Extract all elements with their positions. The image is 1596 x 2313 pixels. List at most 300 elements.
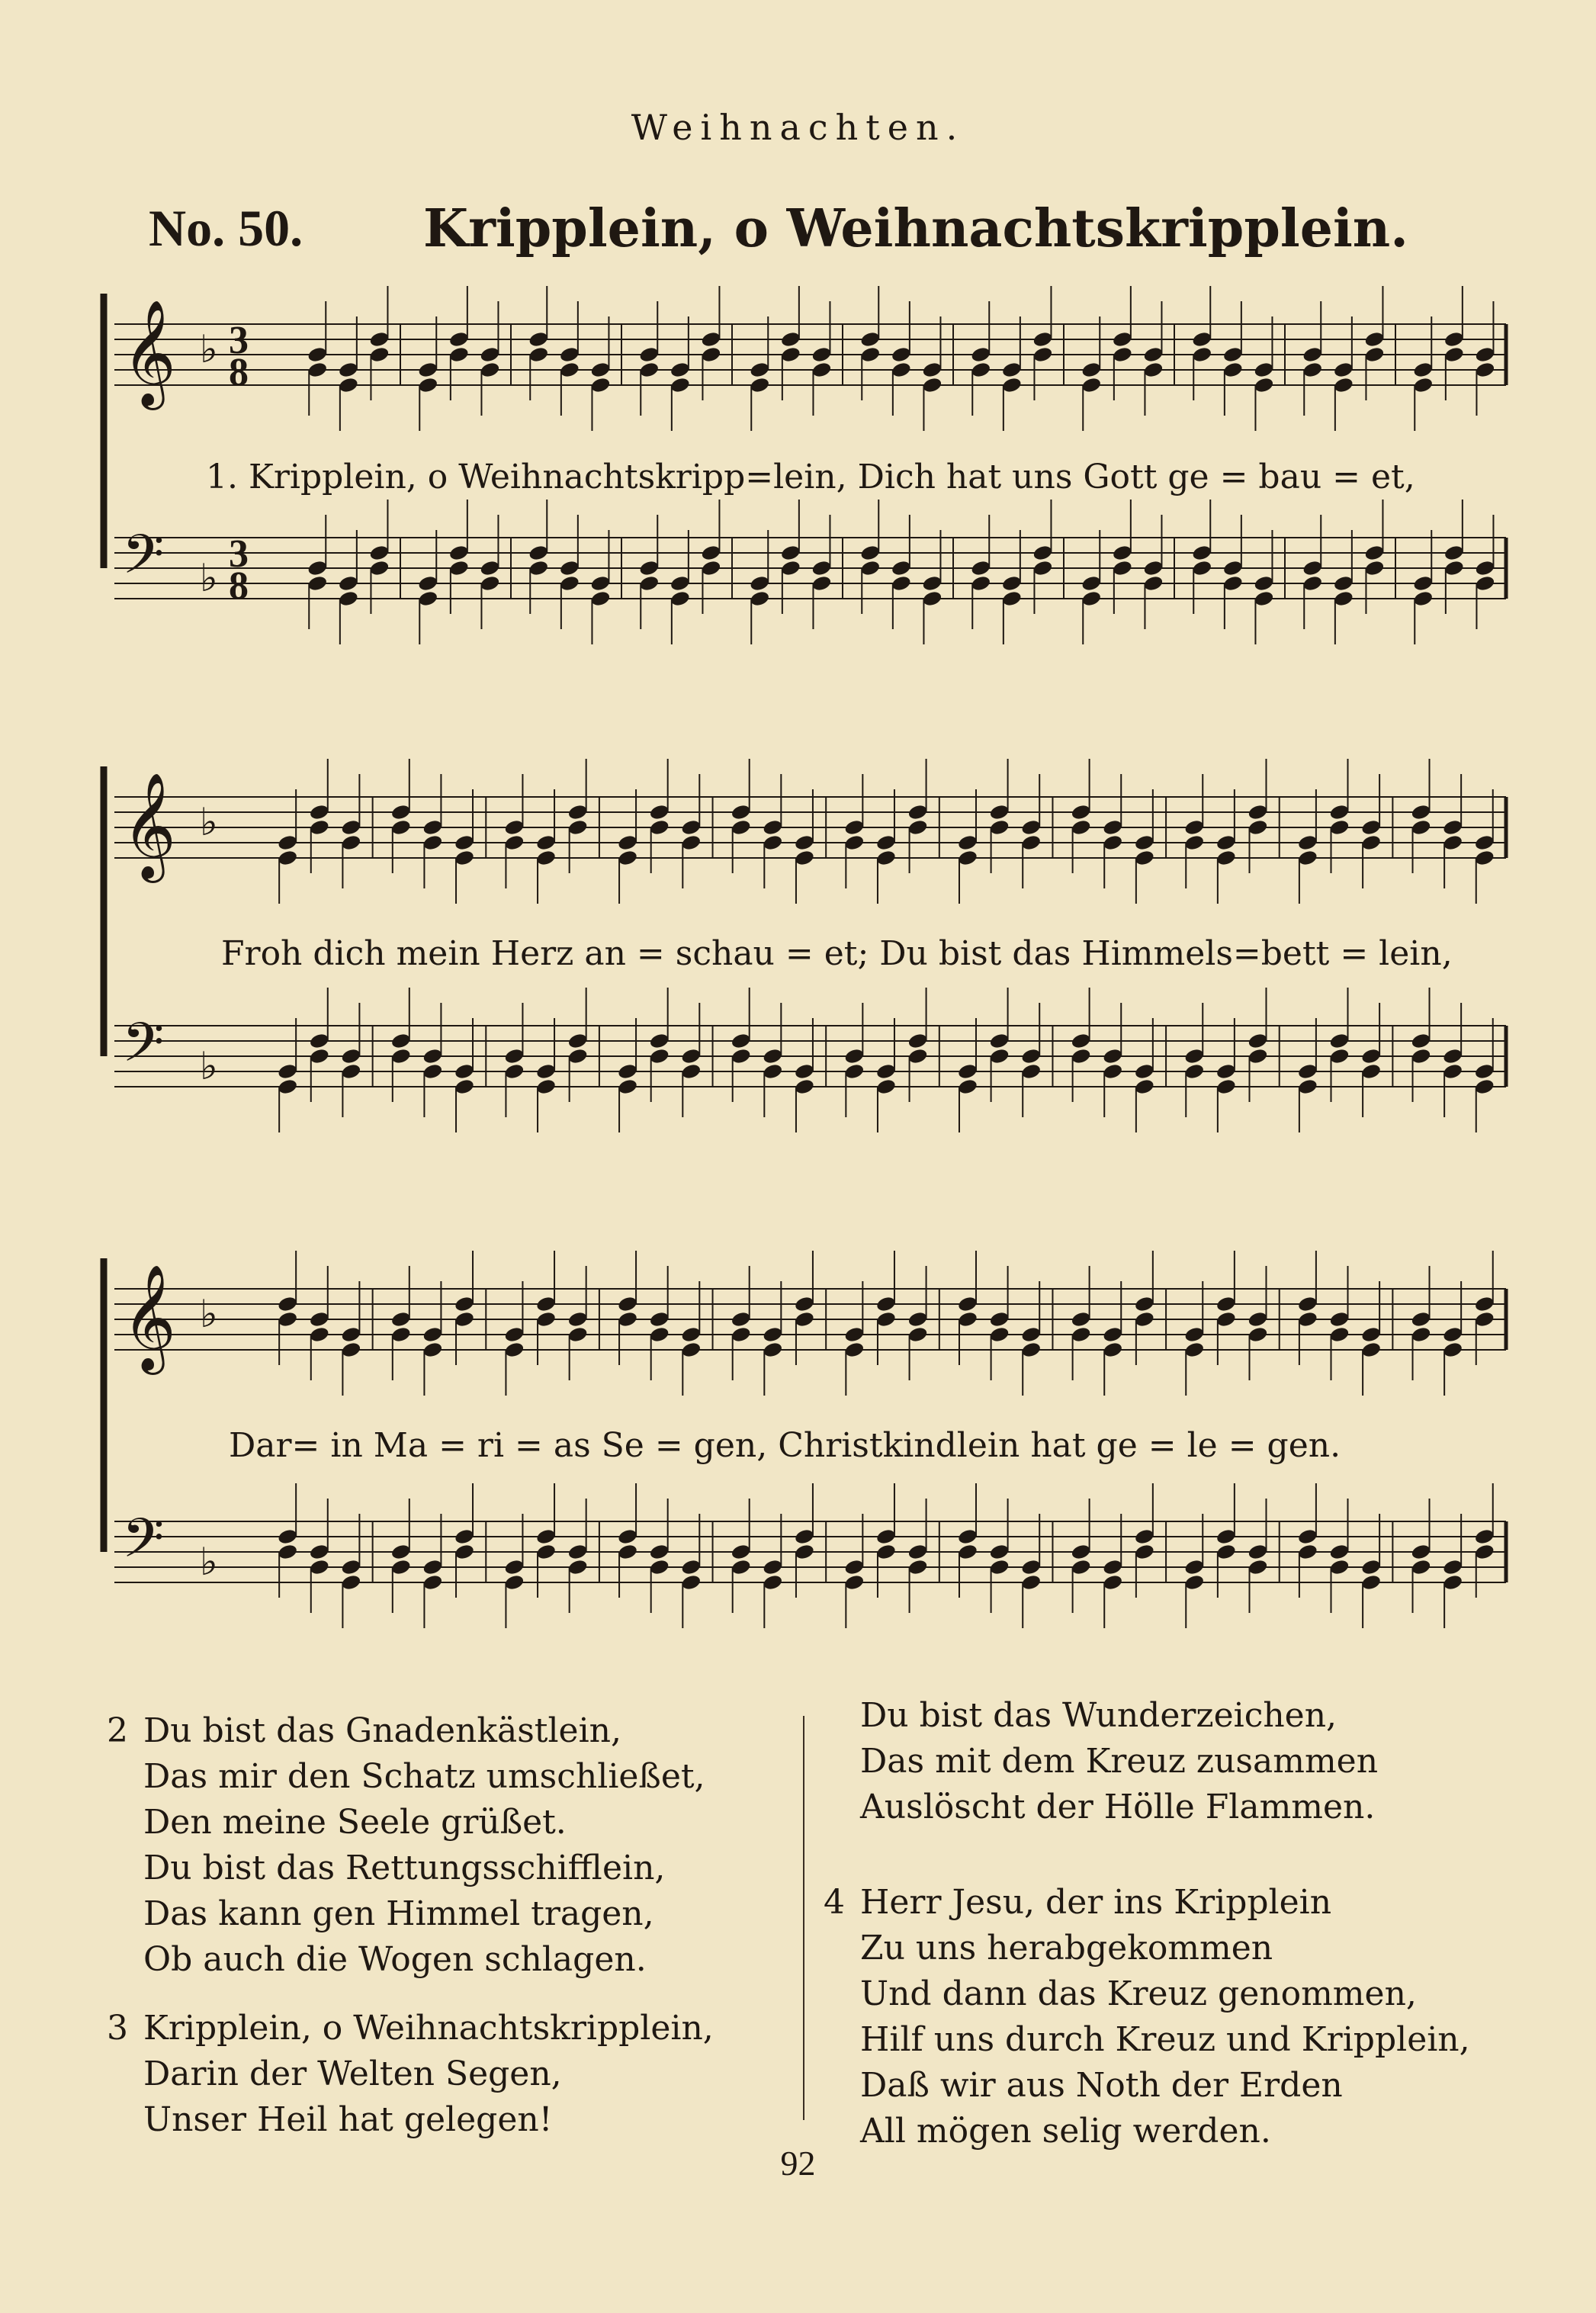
stanza-line: Ob auch die Wogen schlagen. bbox=[143, 1940, 647, 1979]
time-signature-upper: 3 bbox=[229, 532, 249, 576]
note-head bbox=[1302, 574, 1323, 592]
note-head bbox=[567, 1543, 589, 1560]
note-head bbox=[307, 361, 328, 378]
note-head bbox=[309, 1558, 330, 1576]
note-head bbox=[338, 589, 359, 607]
note-head bbox=[1253, 376, 1274, 394]
note-head bbox=[794, 834, 815, 851]
note-head bbox=[970, 574, 991, 592]
note-head bbox=[875, 1062, 897, 1080]
note-head bbox=[670, 361, 691, 378]
note-head bbox=[1474, 1295, 1495, 1312]
note-head bbox=[670, 574, 691, 592]
note-head bbox=[989, 1032, 1010, 1049]
note-head bbox=[454, 1062, 475, 1080]
note-head bbox=[479, 345, 500, 363]
note-head bbox=[1474, 361, 1495, 378]
page-number: 92 bbox=[780, 2144, 816, 2183]
note-head bbox=[338, 376, 359, 394]
note-head bbox=[1071, 1310, 1092, 1328]
note-head bbox=[1191, 330, 1212, 348]
note-head bbox=[731, 803, 752, 821]
stanza-line: Unser Heil hat gelegen! bbox=[143, 2100, 553, 2139]
note-head bbox=[1474, 1062, 1495, 1080]
note-head bbox=[1183, 1558, 1205, 1576]
note-head bbox=[875, 1310, 897, 1328]
note-head bbox=[277, 1528, 298, 1545]
note-head bbox=[970, 559, 991, 577]
note-head bbox=[307, 345, 328, 363]
note-head bbox=[309, 1047, 330, 1065]
note-head bbox=[1328, 803, 1350, 821]
note-head bbox=[390, 1047, 412, 1065]
note-head bbox=[390, 1325, 412, 1343]
note-head bbox=[811, 361, 832, 378]
note-head bbox=[309, 1325, 330, 1343]
note-head bbox=[700, 345, 721, 363]
note-head bbox=[1001, 589, 1023, 607]
note-head bbox=[649, 1543, 670, 1560]
note-head bbox=[811, 559, 832, 577]
note-head bbox=[1183, 834, 1205, 851]
note-head bbox=[907, 1543, 929, 1560]
note-head bbox=[1183, 1573, 1205, 1591]
note-head bbox=[1102, 1573, 1123, 1591]
note-head bbox=[1142, 574, 1164, 592]
note-head bbox=[1333, 376, 1354, 394]
note-head bbox=[479, 574, 500, 592]
note-head bbox=[567, 1325, 589, 1343]
note-head bbox=[794, 1078, 815, 1095]
note-head bbox=[1442, 1062, 1463, 1080]
note-head bbox=[1215, 1528, 1237, 1545]
note-head bbox=[528, 345, 549, 363]
note-head bbox=[1247, 1047, 1268, 1065]
note-head bbox=[649, 1047, 670, 1065]
note-head bbox=[368, 330, 390, 348]
note-head bbox=[731, 1032, 752, 1049]
note-head bbox=[1020, 1325, 1042, 1343]
note-head bbox=[843, 834, 865, 851]
note-head bbox=[1215, 834, 1237, 851]
note-head bbox=[1360, 818, 1382, 836]
note-head bbox=[921, 376, 943, 394]
note-head bbox=[989, 1558, 1010, 1576]
note-head bbox=[1215, 1543, 1237, 1560]
note-head bbox=[1297, 1543, 1318, 1560]
note-head bbox=[989, 803, 1010, 821]
note-head bbox=[891, 574, 912, 592]
note-head bbox=[875, 1543, 897, 1560]
note-head bbox=[680, 1341, 702, 1358]
note-head bbox=[1215, 1310, 1237, 1328]
note-head bbox=[843, 1341, 865, 1358]
note-head bbox=[1134, 834, 1155, 851]
note-head bbox=[1474, 849, 1495, 866]
note-head bbox=[891, 559, 912, 577]
key-signature-flat-icon: ♭ bbox=[200, 800, 218, 844]
note-head bbox=[535, 1295, 557, 1312]
note-head bbox=[731, 1325, 752, 1343]
note-head bbox=[1071, 818, 1092, 836]
stanza-line: Du bist das Gnadenkästlein, bbox=[143, 1711, 621, 1750]
note-head bbox=[957, 1310, 978, 1328]
note-head bbox=[1020, 1047, 1042, 1065]
note-head bbox=[875, 1295, 897, 1312]
note-head bbox=[1191, 559, 1212, 577]
note-head bbox=[1443, 330, 1465, 348]
key-signature-flat-icon: ♭ bbox=[200, 556, 218, 600]
note-head bbox=[1112, 544, 1133, 561]
note-head bbox=[957, 1062, 978, 1080]
note-head bbox=[567, 1032, 589, 1049]
note-head bbox=[617, 1062, 638, 1080]
note-head bbox=[731, 818, 752, 836]
note-head bbox=[1302, 361, 1323, 378]
note-head bbox=[417, 589, 438, 607]
stanza-line: Herr Jesu, der ins Kripplein bbox=[860, 1883, 1332, 1922]
note-head bbox=[535, 1078, 557, 1095]
note-head bbox=[1442, 818, 1463, 836]
note-head bbox=[1443, 345, 1465, 363]
note-head bbox=[1102, 818, 1123, 836]
stanza-number: 3 bbox=[107, 2009, 128, 2048]
note-head bbox=[1328, 1325, 1350, 1343]
note-head bbox=[891, 345, 912, 363]
note-head bbox=[1363, 544, 1385, 561]
note-head bbox=[921, 361, 943, 378]
note-head bbox=[503, 1047, 525, 1065]
note-head bbox=[1102, 1325, 1123, 1343]
stanza-line: Darin der Welten Segen, bbox=[143, 2054, 562, 2093]
note-head bbox=[567, 818, 589, 836]
note-head bbox=[989, 1543, 1010, 1560]
note-head bbox=[535, 1543, 557, 1560]
note-head bbox=[1134, 1310, 1155, 1328]
note-head bbox=[567, 803, 589, 821]
note-head bbox=[1328, 1558, 1350, 1576]
note-head bbox=[454, 849, 475, 866]
note-head bbox=[1134, 1295, 1155, 1312]
note-head bbox=[680, 818, 702, 836]
note-head bbox=[589, 589, 611, 607]
note-head bbox=[891, 361, 912, 378]
note-head bbox=[309, 818, 330, 836]
note-head bbox=[1411, 803, 1432, 821]
bass-clef-icon: 𝄢 bbox=[122, 1507, 165, 1583]
note-head bbox=[780, 330, 801, 348]
note-head bbox=[1102, 1062, 1123, 1080]
note-head bbox=[567, 1310, 589, 1328]
note-head bbox=[422, 1047, 443, 1065]
note-head bbox=[1442, 1558, 1463, 1576]
note-head bbox=[1247, 803, 1268, 821]
note-head bbox=[907, 1325, 929, 1343]
note-head bbox=[1081, 376, 1102, 394]
bass-clef-icon: 𝄢 bbox=[122, 1011, 165, 1087]
note-head bbox=[1191, 544, 1212, 561]
note-head bbox=[390, 1543, 412, 1560]
note-head bbox=[843, 1062, 865, 1080]
note-head bbox=[1134, 849, 1155, 866]
note-head bbox=[989, 1310, 1010, 1328]
note-head bbox=[454, 1078, 475, 1095]
note-head bbox=[1363, 330, 1385, 348]
note-head bbox=[762, 1558, 783, 1576]
note-head bbox=[1474, 559, 1495, 577]
note-head bbox=[454, 834, 475, 851]
note-head bbox=[957, 1078, 978, 1095]
note-head bbox=[638, 559, 660, 577]
note-head bbox=[1297, 1528, 1318, 1545]
note-head bbox=[1247, 818, 1268, 836]
note-head bbox=[859, 330, 881, 348]
note-head bbox=[277, 1310, 298, 1328]
note-head bbox=[390, 1558, 412, 1576]
note-head bbox=[1474, 1078, 1495, 1095]
note-head bbox=[1253, 574, 1274, 592]
note-head bbox=[1442, 1573, 1463, 1591]
note-head bbox=[762, 834, 783, 851]
note-head bbox=[535, 1528, 557, 1545]
note-head bbox=[417, 376, 438, 394]
note-head bbox=[700, 330, 721, 348]
note-head bbox=[368, 544, 390, 561]
note-head bbox=[528, 559, 549, 577]
note-head bbox=[1183, 1062, 1205, 1080]
note-head bbox=[875, 849, 897, 866]
note-head bbox=[422, 1062, 443, 1080]
note-head bbox=[340, 1062, 361, 1080]
note-head bbox=[749, 574, 770, 592]
note-head bbox=[277, 1295, 298, 1312]
note-head bbox=[589, 376, 611, 394]
note-head bbox=[1328, 818, 1350, 836]
note-head bbox=[680, 1558, 702, 1576]
note-head bbox=[1142, 345, 1164, 363]
stanza-line: All mögen selig werden. bbox=[860, 2112, 1271, 2151]
note-head bbox=[1247, 1032, 1268, 1049]
running-head: Weihnachten. bbox=[631, 107, 965, 148]
note-head bbox=[390, 1032, 412, 1049]
note-head bbox=[617, 1295, 638, 1312]
note-head bbox=[1412, 376, 1434, 394]
note-head bbox=[1443, 544, 1465, 561]
note-head bbox=[1032, 544, 1053, 561]
note-head bbox=[957, 849, 978, 866]
note-head bbox=[1443, 559, 1465, 577]
note-head bbox=[907, 1310, 929, 1328]
note-head bbox=[1183, 818, 1205, 836]
note-head bbox=[277, 1543, 298, 1560]
note-head bbox=[1360, 1573, 1382, 1591]
note-head bbox=[1001, 574, 1023, 592]
note-head bbox=[559, 574, 580, 592]
stanza-line: Du bist das Wunderzeichen, bbox=[860, 1696, 1337, 1735]
note-head bbox=[1102, 1341, 1123, 1358]
note-head bbox=[762, 1325, 783, 1343]
note-head bbox=[700, 544, 721, 561]
time-signature-lower: 8 bbox=[229, 351, 249, 394]
note-head bbox=[448, 330, 470, 348]
note-head bbox=[907, 803, 929, 821]
stanza-3-continued bbox=[824, 1693, 1378, 1830]
note-head bbox=[780, 345, 801, 363]
note-head bbox=[1191, 345, 1212, 363]
note-head bbox=[680, 1062, 702, 1080]
note-head bbox=[1222, 559, 1244, 577]
note-head bbox=[680, 834, 702, 851]
stanza-line: Du bist das Rettungsschifflein, bbox=[143, 1849, 666, 1887]
note-head bbox=[1020, 1573, 1042, 1591]
note-head bbox=[1102, 1047, 1123, 1065]
note-head bbox=[1020, 1341, 1042, 1358]
note-head bbox=[957, 1543, 978, 1560]
note-head bbox=[567, 1047, 589, 1065]
note-head bbox=[1360, 1325, 1382, 1343]
note-head bbox=[1222, 361, 1244, 378]
note-head bbox=[422, 1573, 443, 1591]
note-head bbox=[843, 1558, 865, 1576]
note-head bbox=[1297, 834, 1318, 851]
key-signature-flat-icon: ♭ bbox=[200, 327, 218, 371]
note-head bbox=[617, 1528, 638, 1545]
note-head bbox=[649, 1310, 670, 1328]
note-head bbox=[1247, 1558, 1268, 1576]
note-head bbox=[417, 361, 438, 378]
note-head bbox=[1102, 834, 1123, 851]
note-head bbox=[1302, 559, 1323, 577]
note-head bbox=[794, 849, 815, 866]
note-head bbox=[307, 559, 328, 577]
note-head bbox=[503, 818, 525, 836]
note-head bbox=[528, 330, 549, 348]
note-head bbox=[649, 1558, 670, 1576]
note-head bbox=[617, 849, 638, 866]
note-head bbox=[1411, 1310, 1432, 1328]
treble-clef-icon: 𝄞 bbox=[122, 1264, 176, 1370]
note-head bbox=[535, 834, 557, 851]
note-head bbox=[503, 834, 525, 851]
stanza-line: Das kann gen Himmel tragen, bbox=[143, 1894, 654, 1933]
note-head bbox=[340, 1558, 361, 1576]
note-head bbox=[535, 1310, 557, 1328]
note-head bbox=[422, 1558, 443, 1576]
note-head bbox=[277, 1062, 298, 1080]
note-head bbox=[1253, 361, 1274, 378]
note-head bbox=[309, 1310, 330, 1328]
note-head bbox=[731, 1047, 752, 1065]
note-head bbox=[479, 361, 500, 378]
note-head bbox=[307, 574, 328, 592]
note-head bbox=[454, 1543, 475, 1560]
note-head bbox=[559, 361, 580, 378]
note-head bbox=[1112, 345, 1133, 363]
note-head bbox=[1360, 834, 1382, 851]
note-head bbox=[1412, 361, 1434, 378]
note-head bbox=[1001, 376, 1023, 394]
note-head bbox=[649, 818, 670, 836]
note-head bbox=[843, 1573, 865, 1591]
note-head bbox=[277, 834, 298, 851]
note-head bbox=[503, 1558, 525, 1576]
note-head bbox=[390, 1310, 412, 1328]
note-head bbox=[1442, 1047, 1463, 1065]
note-head bbox=[859, 345, 881, 363]
note-head bbox=[1328, 1543, 1350, 1560]
note-head bbox=[649, 803, 670, 821]
note-head bbox=[1411, 1543, 1432, 1560]
note-head bbox=[535, 849, 557, 866]
note-head bbox=[638, 574, 660, 592]
note-head bbox=[649, 1325, 670, 1343]
note-head bbox=[989, 818, 1010, 836]
note-head bbox=[1411, 1047, 1432, 1065]
stanzas bbox=[0, 1696, 1596, 2181]
stanza-line: Das mir den Schatz umschließet, bbox=[143, 1757, 705, 1796]
note-head bbox=[762, 1062, 783, 1080]
note-head bbox=[1183, 1341, 1205, 1358]
note-head bbox=[1360, 1558, 1382, 1576]
stanza-4 bbox=[824, 1880, 1470, 2154]
note-head bbox=[617, 1310, 638, 1328]
note-head bbox=[749, 589, 770, 607]
note-head bbox=[1071, 1032, 1092, 1049]
note-head bbox=[1297, 849, 1318, 866]
note-head bbox=[417, 574, 438, 592]
note-head bbox=[1071, 1558, 1092, 1576]
note-head bbox=[448, 559, 470, 577]
stanza-number: 4 bbox=[824, 1883, 845, 1922]
note-head bbox=[843, 1325, 865, 1343]
note-head bbox=[340, 1325, 361, 1343]
note-head bbox=[1081, 361, 1102, 378]
note-head bbox=[340, 818, 361, 836]
note-head bbox=[680, 1325, 702, 1343]
note-head bbox=[1001, 361, 1023, 378]
note-head bbox=[780, 559, 801, 577]
note-head bbox=[1020, 1062, 1042, 1080]
note-head bbox=[957, 1528, 978, 1545]
note-head bbox=[1474, 1543, 1495, 1560]
note-head bbox=[1112, 559, 1133, 577]
note-head bbox=[1134, 1078, 1155, 1095]
note-head bbox=[762, 1573, 783, 1591]
note-head bbox=[1142, 361, 1164, 378]
note-head bbox=[1411, 1325, 1432, 1343]
note-head bbox=[1360, 1047, 1382, 1065]
time-signature-upper: 3 bbox=[229, 319, 249, 362]
note-head bbox=[794, 1310, 815, 1328]
stanza-line: Den meine Seele grüßet. bbox=[143, 1803, 567, 1842]
note-head bbox=[448, 345, 470, 363]
note-head bbox=[1081, 574, 1102, 592]
note-head bbox=[1032, 330, 1053, 348]
note-head bbox=[422, 818, 443, 836]
note-head bbox=[1071, 1543, 1092, 1560]
note-head bbox=[479, 559, 500, 577]
note-head bbox=[875, 834, 897, 851]
note-head bbox=[454, 1295, 475, 1312]
note-head bbox=[1142, 559, 1164, 577]
note-head bbox=[1071, 803, 1092, 821]
note-head bbox=[649, 1032, 670, 1049]
note-head bbox=[277, 1078, 298, 1095]
stanza-line: Das mit dem Kreuz zusammen bbox=[860, 1742, 1379, 1781]
lyric-line-2: Froh dich mein Herz an = schau = et; Du bist das Himmels=bett = lein, bbox=[221, 934, 1453, 973]
note-head bbox=[559, 345, 580, 363]
note-head bbox=[1134, 1528, 1155, 1545]
